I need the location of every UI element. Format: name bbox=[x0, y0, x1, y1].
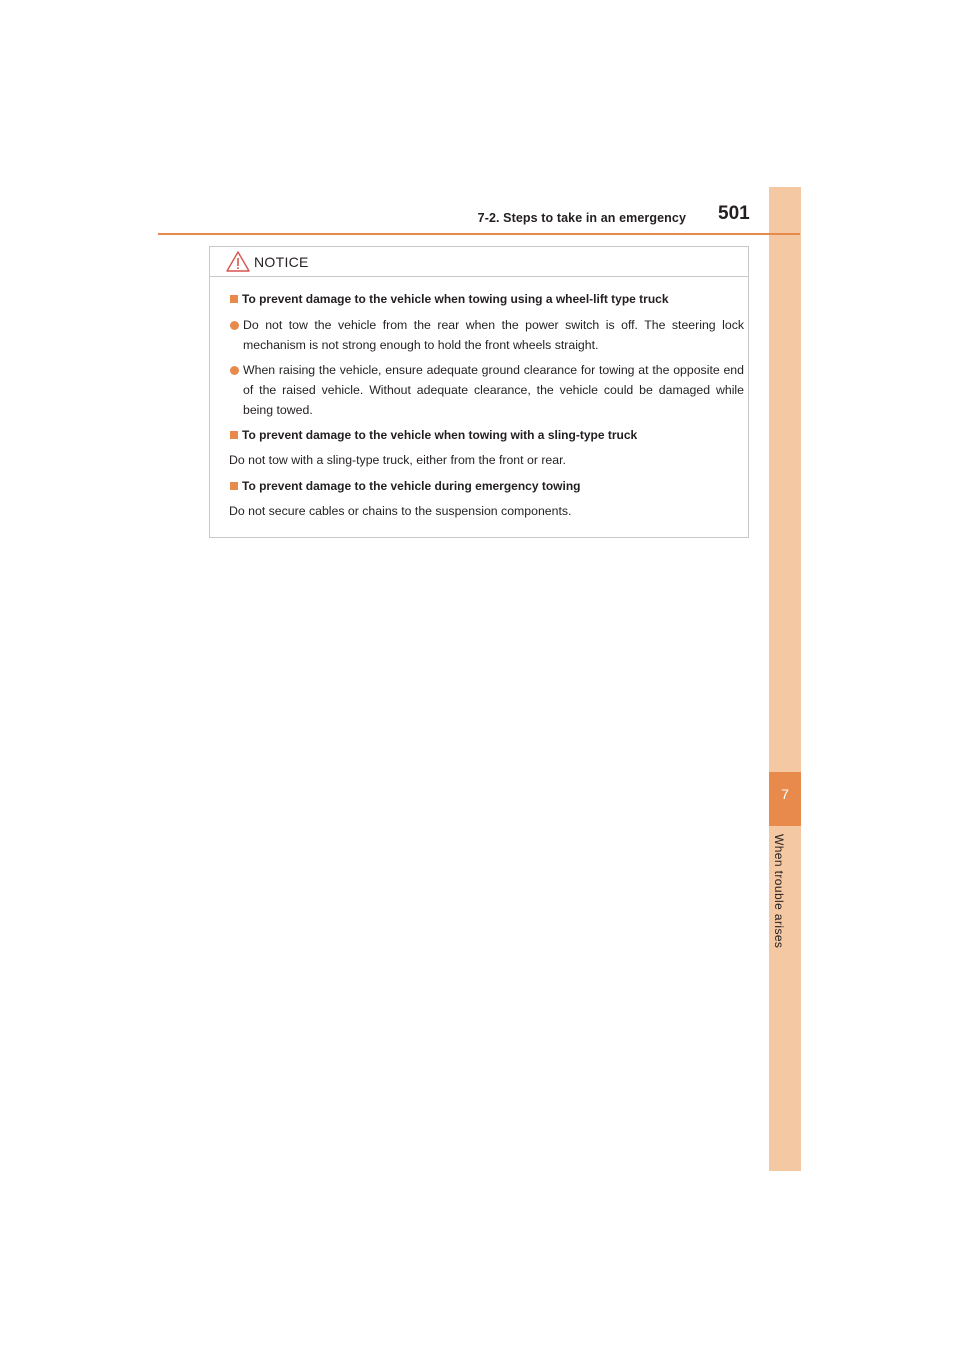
notice-box bbox=[209, 246, 749, 538]
section-heading bbox=[230, 291, 669, 307]
page-number: 501 bbox=[718, 203, 750, 224]
list-item bbox=[230, 315, 744, 355]
square-bullet-icon bbox=[230, 482, 238, 490]
section-title: 7-2. Steps to take in an emergency bbox=[477, 211, 686, 225]
section-heading-text: To prevent damage to the vehicle when towing using a wheel-lift type truck bbox=[242, 292, 669, 306]
section-heading-text: To prevent damage to the vehicle when towing with a sling-type truck bbox=[242, 428, 638, 442]
bullet-text: When raising the vehicle, ensure adequate ground clearance for towing at the opposite end of the raised vehicle. Without adequate clearance, the vehicle could be damaged while being towed. bbox=[243, 363, 744, 417]
circle-bullet-icon bbox=[230, 366, 239, 375]
section-heading-text: To prevent damage to the vehicle during emergency towing bbox=[242, 479, 581, 493]
section-paragraph: Do not tow with a sling-type truck, either from the front or rear. bbox=[229, 453, 566, 467]
side-tab bbox=[769, 187, 801, 1171]
chapter-label: When trouble arises bbox=[772, 834, 786, 949]
square-bullet-icon bbox=[230, 431, 238, 439]
chapter-number: 7 bbox=[781, 786, 789, 802]
list-item bbox=[230, 360, 744, 420]
notice-title: NOTICE bbox=[254, 254, 309, 270]
bullet-text: Do not tow the vehicle from the rear when the power switch is off. The steering lock mechanism is not strong enough to hold the front wheels straight. bbox=[243, 318, 744, 352]
section-heading bbox=[230, 427, 637, 443]
section-paragraph: Do not secure cables or chains to the suspension components. bbox=[229, 504, 572, 518]
notice-header bbox=[210, 247, 748, 277]
circle-bullet-icon bbox=[230, 321, 239, 330]
warning-triangle-icon bbox=[226, 251, 250, 272]
header-rule bbox=[158, 233, 800, 235]
square-bullet-icon bbox=[230, 295, 238, 303]
section-heading bbox=[230, 478, 581, 494]
